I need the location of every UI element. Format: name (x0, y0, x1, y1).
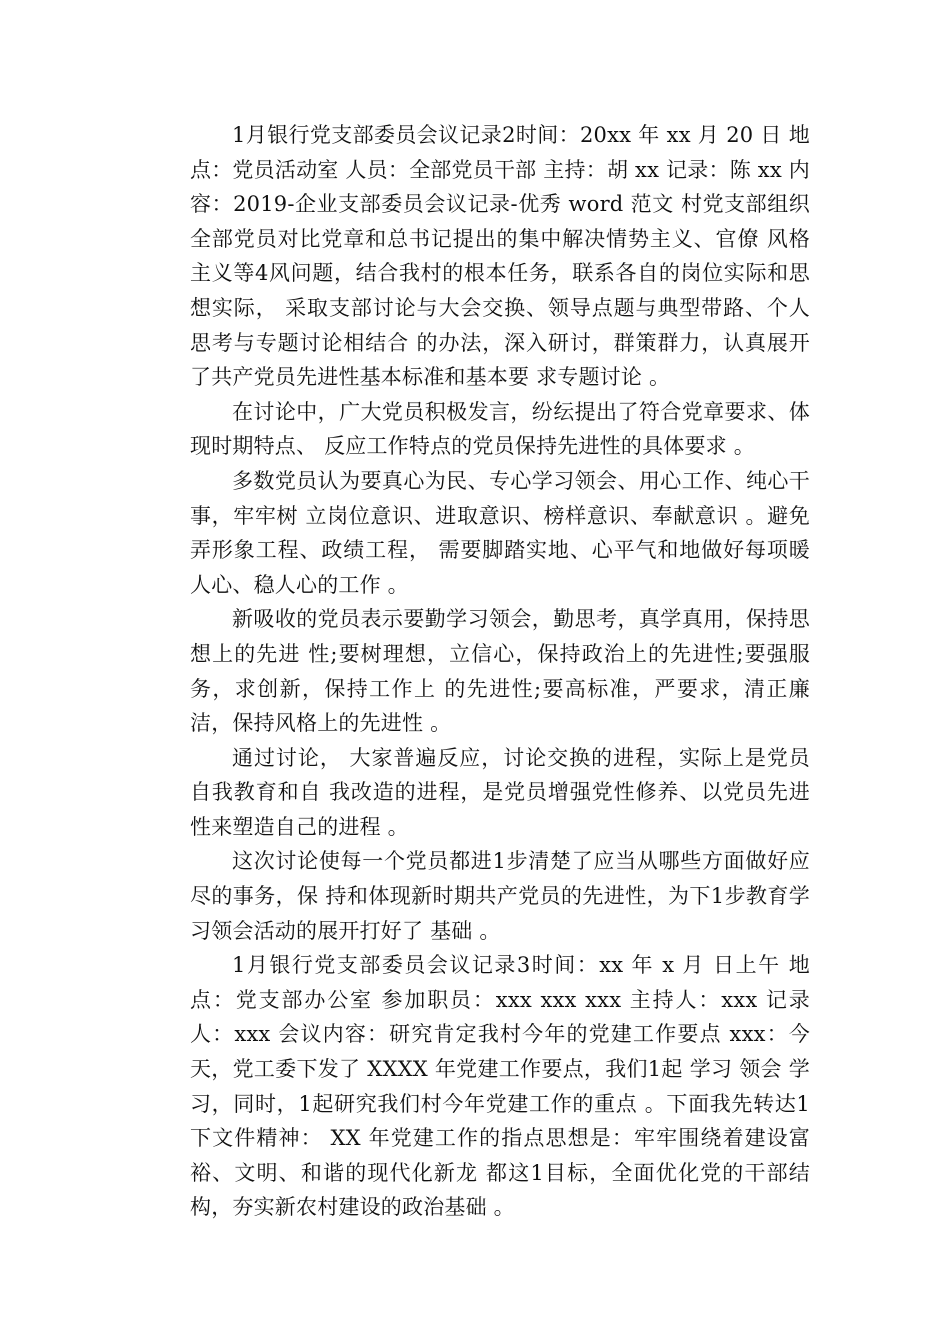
paragraph-3: 多数党员认为要真心为民、专心学习领会、用心工作、纯心干事，牢牢树 立岗位意识、进取意识、榜样意识、奉献意识 。避免弄形象工程、政绩工程， 需要脚踏实地、心平气和地做好每项暖人心、稳人心的工作 。 (190, 468, 810, 597)
paragraph-7: 1月银行党支部委员会议记录3时间：xx 年 x 月 日上午 地点：党支部办公室 参加职员：xxx xxx xxx 主持人：xxx 记录人：xxx 会议内容：研究肯定我村今年的党建工作要点 xxx：今天，党工委下发了 XXXX 年党建工作要点，我们1起 学习 领会 学 习，同时，1起研究我们村今年党建工作的重点 。下面我先转达1下文件精神： XX 年党建工作的指点思想是：牢牢围绕着建设富裕、文明、和谐的现代化新龙 都这1目标，全面优化党的干部结构，夯实新农村建设的政治基础 。 (190, 953, 810, 1220)
paragraph-6: 这次讨论使每一个党员都进1步清楚了应当从哪些方面做好应尽的事务，保 持和体现新时期共产党员的先进性，为下1步教育学习领会活动的展开打好了 基础 。 (190, 849, 810, 943)
paragraph-4: 新吸收的党员表示要勤学习领会，勤思考，真学真用，保持思想上的先进 性;要树理想，立信心，保持政治上的先进性;要强服务，求创新，保持工作上 的先进性;要高标准，严要求，清正廉洁，保持风格上的先进性 。 (190, 607, 810, 736)
paragraph-2: 在讨论中，广大党员积极发言，纷纭提出了符合党章要求、体现时期特点、 反应工作特点的党员保持先进性的具体要求 。 (190, 399, 810, 459)
document-body (190, 118, 810, 1225)
paragraph-5: 通过讨论， 大家普遍反应，讨论交换的进程，实际上是党员自我教育和自 我改造的进程，是党员增强党性修养、以党员先进性来塑造自己的进程 。 (190, 745, 810, 839)
paragraph-1: 1月银行党支部委员会议记录2时间：20xx 年 xx 月 20 日 地点：党员活动室 人员：全部党员干部 主持：胡 xx 记录：陈 xx 内容：2019-企业支部委员会议记录-优秀 word 范文 村党支部组织全部党员对比党章和总书记提出的集中解决情势主义、官僚 风格主义等4风问题，结合我村的根本任务，联系各自的岗位实际和思想实际， 采取支部讨论与大会交换、领导点题与典型带路、个人思考与专题讨论相结合 的办法，深入研讨，群策群力，认真展开了共产党员先进性基本标准和基本要 求专题讨论 。 (190, 123, 810, 390)
